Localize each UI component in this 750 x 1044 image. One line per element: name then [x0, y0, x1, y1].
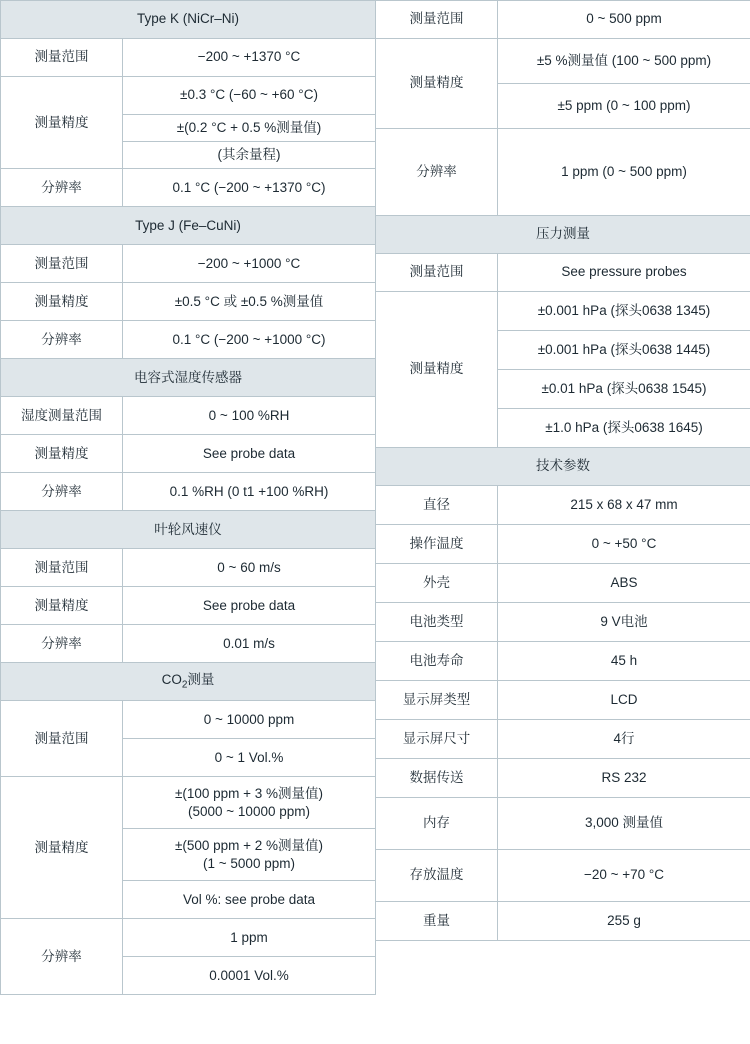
section-header-cell: 叶轮风速仪	[1, 511, 376, 549]
table-row	[1, 283, 376, 321]
row-label-cell: 测量精度	[376, 39, 498, 129]
table-row	[1, 511, 376, 549]
row-label-cell: 测量精度	[1, 777, 123, 919]
table-row	[1, 919, 376, 957]
row-value-cell: 3,000 测量值	[498, 798, 750, 850]
row-value-cell: 0.1 °C (−200 ~ +1370 °C)	[123, 169, 376, 207]
table-row	[376, 39, 750, 84]
table-row	[1, 1, 376, 39]
row-value-cell: See probe data	[123, 435, 376, 473]
table-row	[1, 245, 376, 283]
row-label-cell: 测量精度	[1, 77, 123, 169]
row-value-cell: −200 ~ +1370 °C	[123, 39, 376, 77]
table-row	[376, 681, 750, 720]
row-value-cell: 1 ppm	[123, 919, 376, 957]
row-label-cell: 分辨率	[1, 919, 123, 995]
row-label-cell: 测量范围	[376, 1, 498, 39]
row-value-cell: (其余量程)	[123, 142, 376, 169]
row-value-cell: −200 ~ +1000 °C	[123, 245, 376, 283]
row-value-cell: −20 ~ +70 °C	[498, 850, 750, 902]
row-value-cell: 0 ~ +50 °C	[498, 525, 750, 564]
row-value-cell: ±5 ppm (0 ~ 100 ppm)	[498, 84, 750, 129]
table-row	[1, 625, 376, 663]
row-label-cell: 测量精度	[1, 283, 123, 321]
table-row	[376, 216, 750, 254]
row-label-cell: 存放温度	[376, 850, 498, 902]
row-label-cell: 测量范围	[376, 254, 498, 292]
row-value-cell: 0 ~ 500 ppm	[498, 1, 750, 39]
row-value-cell: ±(100 ppm + 3 %测量值) (5000 ~ 10000 ppm)	[123, 777, 376, 829]
table-row	[376, 798, 750, 850]
table-row	[1, 701, 376, 739]
row-value-cell: 0 ~ 100 %RH	[123, 397, 376, 435]
row-value-cell: LCD	[498, 681, 750, 720]
table-row	[1, 77, 376, 115]
row-label-cell: 外壳	[376, 564, 498, 603]
row-label-cell: 分辨率	[1, 625, 123, 663]
table-row	[376, 486, 750, 525]
table-row	[376, 642, 750, 681]
table-row	[376, 759, 750, 798]
row-label-cell: 电池类型	[376, 603, 498, 642]
table-row	[1, 663, 376, 701]
table-row	[1, 435, 376, 473]
table-row	[376, 564, 750, 603]
row-label-cell: 测量范围	[1, 245, 123, 283]
row-value-cell: See probe data	[123, 587, 376, 625]
table-row	[1, 39, 376, 77]
table-row	[1, 549, 376, 587]
table-row	[1, 169, 376, 207]
specs-table-right	[375, 0, 750, 941]
row-label-cell: 内存	[376, 798, 498, 850]
table-row	[1, 321, 376, 359]
specs-table-left-body	[1, 1, 376, 995]
specs-table-left	[0, 0, 376, 995]
section-header-cell: Type K (NiCr–Ni)	[1, 1, 376, 39]
row-value-cell: 0.1 °C (−200 ~ +1000 °C)	[123, 321, 376, 359]
table-row	[376, 1, 750, 39]
section-header-cell: Type J (Fe–CuNi)	[1, 207, 376, 245]
row-value-cell: ±0.3 °C (−60 ~ +60 °C)	[123, 77, 376, 115]
row-value-cell: ±5 %测量值 (100 ~ 500 ppm)	[498, 39, 750, 84]
row-value-cell: ABS	[498, 564, 750, 603]
table-row	[376, 902, 750, 941]
section-header-cell: 压力测量	[376, 216, 750, 254]
table-row	[1, 473, 376, 511]
section-header-cell: $CO_2$测量	[1, 663, 376, 701]
row-label-cell: 电池寿命	[376, 642, 498, 681]
row-label-cell: 测量范围	[1, 549, 123, 587]
table-row	[376, 448, 750, 486]
row-value-cell: 0.01 m/s	[123, 625, 376, 663]
row-value-cell: 9 V电池	[498, 603, 750, 642]
row-value-cell: Vol %: see probe data	[123, 881, 376, 919]
row-value-cell: 4行	[498, 720, 750, 759]
row-value-cell: 0 ~ 1 Vol.%	[123, 739, 376, 777]
row-value-cell: See pressure probes	[498, 254, 750, 292]
table-row	[376, 525, 750, 564]
row-label-cell: 测量范围	[1, 39, 123, 77]
row-value-cell: ±(0.2 °C + 0.5 %测量值)	[123, 115, 376, 142]
table-row	[1, 397, 376, 435]
row-value-cell: ±0.001 hPa (探头0638 1345)	[498, 292, 750, 331]
section-header-cell: 技术参数	[376, 448, 750, 486]
row-value-cell: RS 232	[498, 759, 750, 798]
row-label-cell: 重量	[376, 902, 498, 941]
row-value-cell: 1 ppm (0 ~ 500 ppm)	[498, 129, 750, 216]
row-label-cell: 测量精度	[1, 587, 123, 625]
section-header-cell: 电容式湿度传感器	[1, 359, 376, 397]
row-value-cell: 0.1 %RH (0 t1 +100 %RH)	[123, 473, 376, 511]
table-row	[376, 720, 750, 759]
row-label-cell: 直径	[376, 486, 498, 525]
row-value-cell: ±0.01 hPa (探头0638 1545)	[498, 370, 750, 409]
table-row	[376, 603, 750, 642]
table-row	[376, 254, 750, 292]
row-value-cell: ±1.0 hPa (探头0638 1645)	[498, 409, 750, 448]
row-value-cell: 0 ~ 60 m/s	[123, 549, 376, 587]
row-value-cell: 215 x 68 x 47 mm	[498, 486, 750, 525]
row-value-cell: 255 g	[498, 902, 750, 941]
table-row	[1, 777, 376, 829]
row-label-cell: 分辨率	[1, 321, 123, 359]
table-row	[376, 850, 750, 902]
row-label-cell: 显示屏尺寸	[376, 720, 498, 759]
row-value-cell: 0 ~ 10000 ppm	[123, 701, 376, 739]
row-label-cell: 操作温度	[376, 525, 498, 564]
row-label-cell: 湿度测量范围	[1, 397, 123, 435]
row-value-cell: 0.0001 Vol.%	[123, 957, 376, 995]
row-label-cell: 分辨率	[1, 473, 123, 511]
table-row	[376, 292, 750, 331]
row-label-cell: 测量精度	[1, 435, 123, 473]
row-label-cell: 数据传送	[376, 759, 498, 798]
row-value-cell: ±0.001 hPa (探头0638 1445)	[498, 331, 750, 370]
row-label-cell: 显示屏类型	[376, 681, 498, 720]
row-label-cell: 分辨率	[1, 169, 123, 207]
row-label-cell: 测量范围	[1, 701, 123, 777]
row-label-cell: 分辨率	[376, 129, 498, 216]
specs-table-right-body	[376, 1, 750, 941]
table-row	[1, 207, 376, 245]
table-row	[1, 587, 376, 625]
table-row	[376, 129, 750, 216]
row-value-cell: ±0.5 °C 或 ±0.5 %测量值	[123, 283, 376, 321]
row-value-cell: ±(500 ppm + 2 %测量值) (1 ~ 5000 ppm)	[123, 829, 376, 881]
row-label-cell: 测量精度	[376, 292, 498, 448]
row-value-cell: 45 h	[498, 642, 750, 681]
table-row	[1, 359, 376, 397]
